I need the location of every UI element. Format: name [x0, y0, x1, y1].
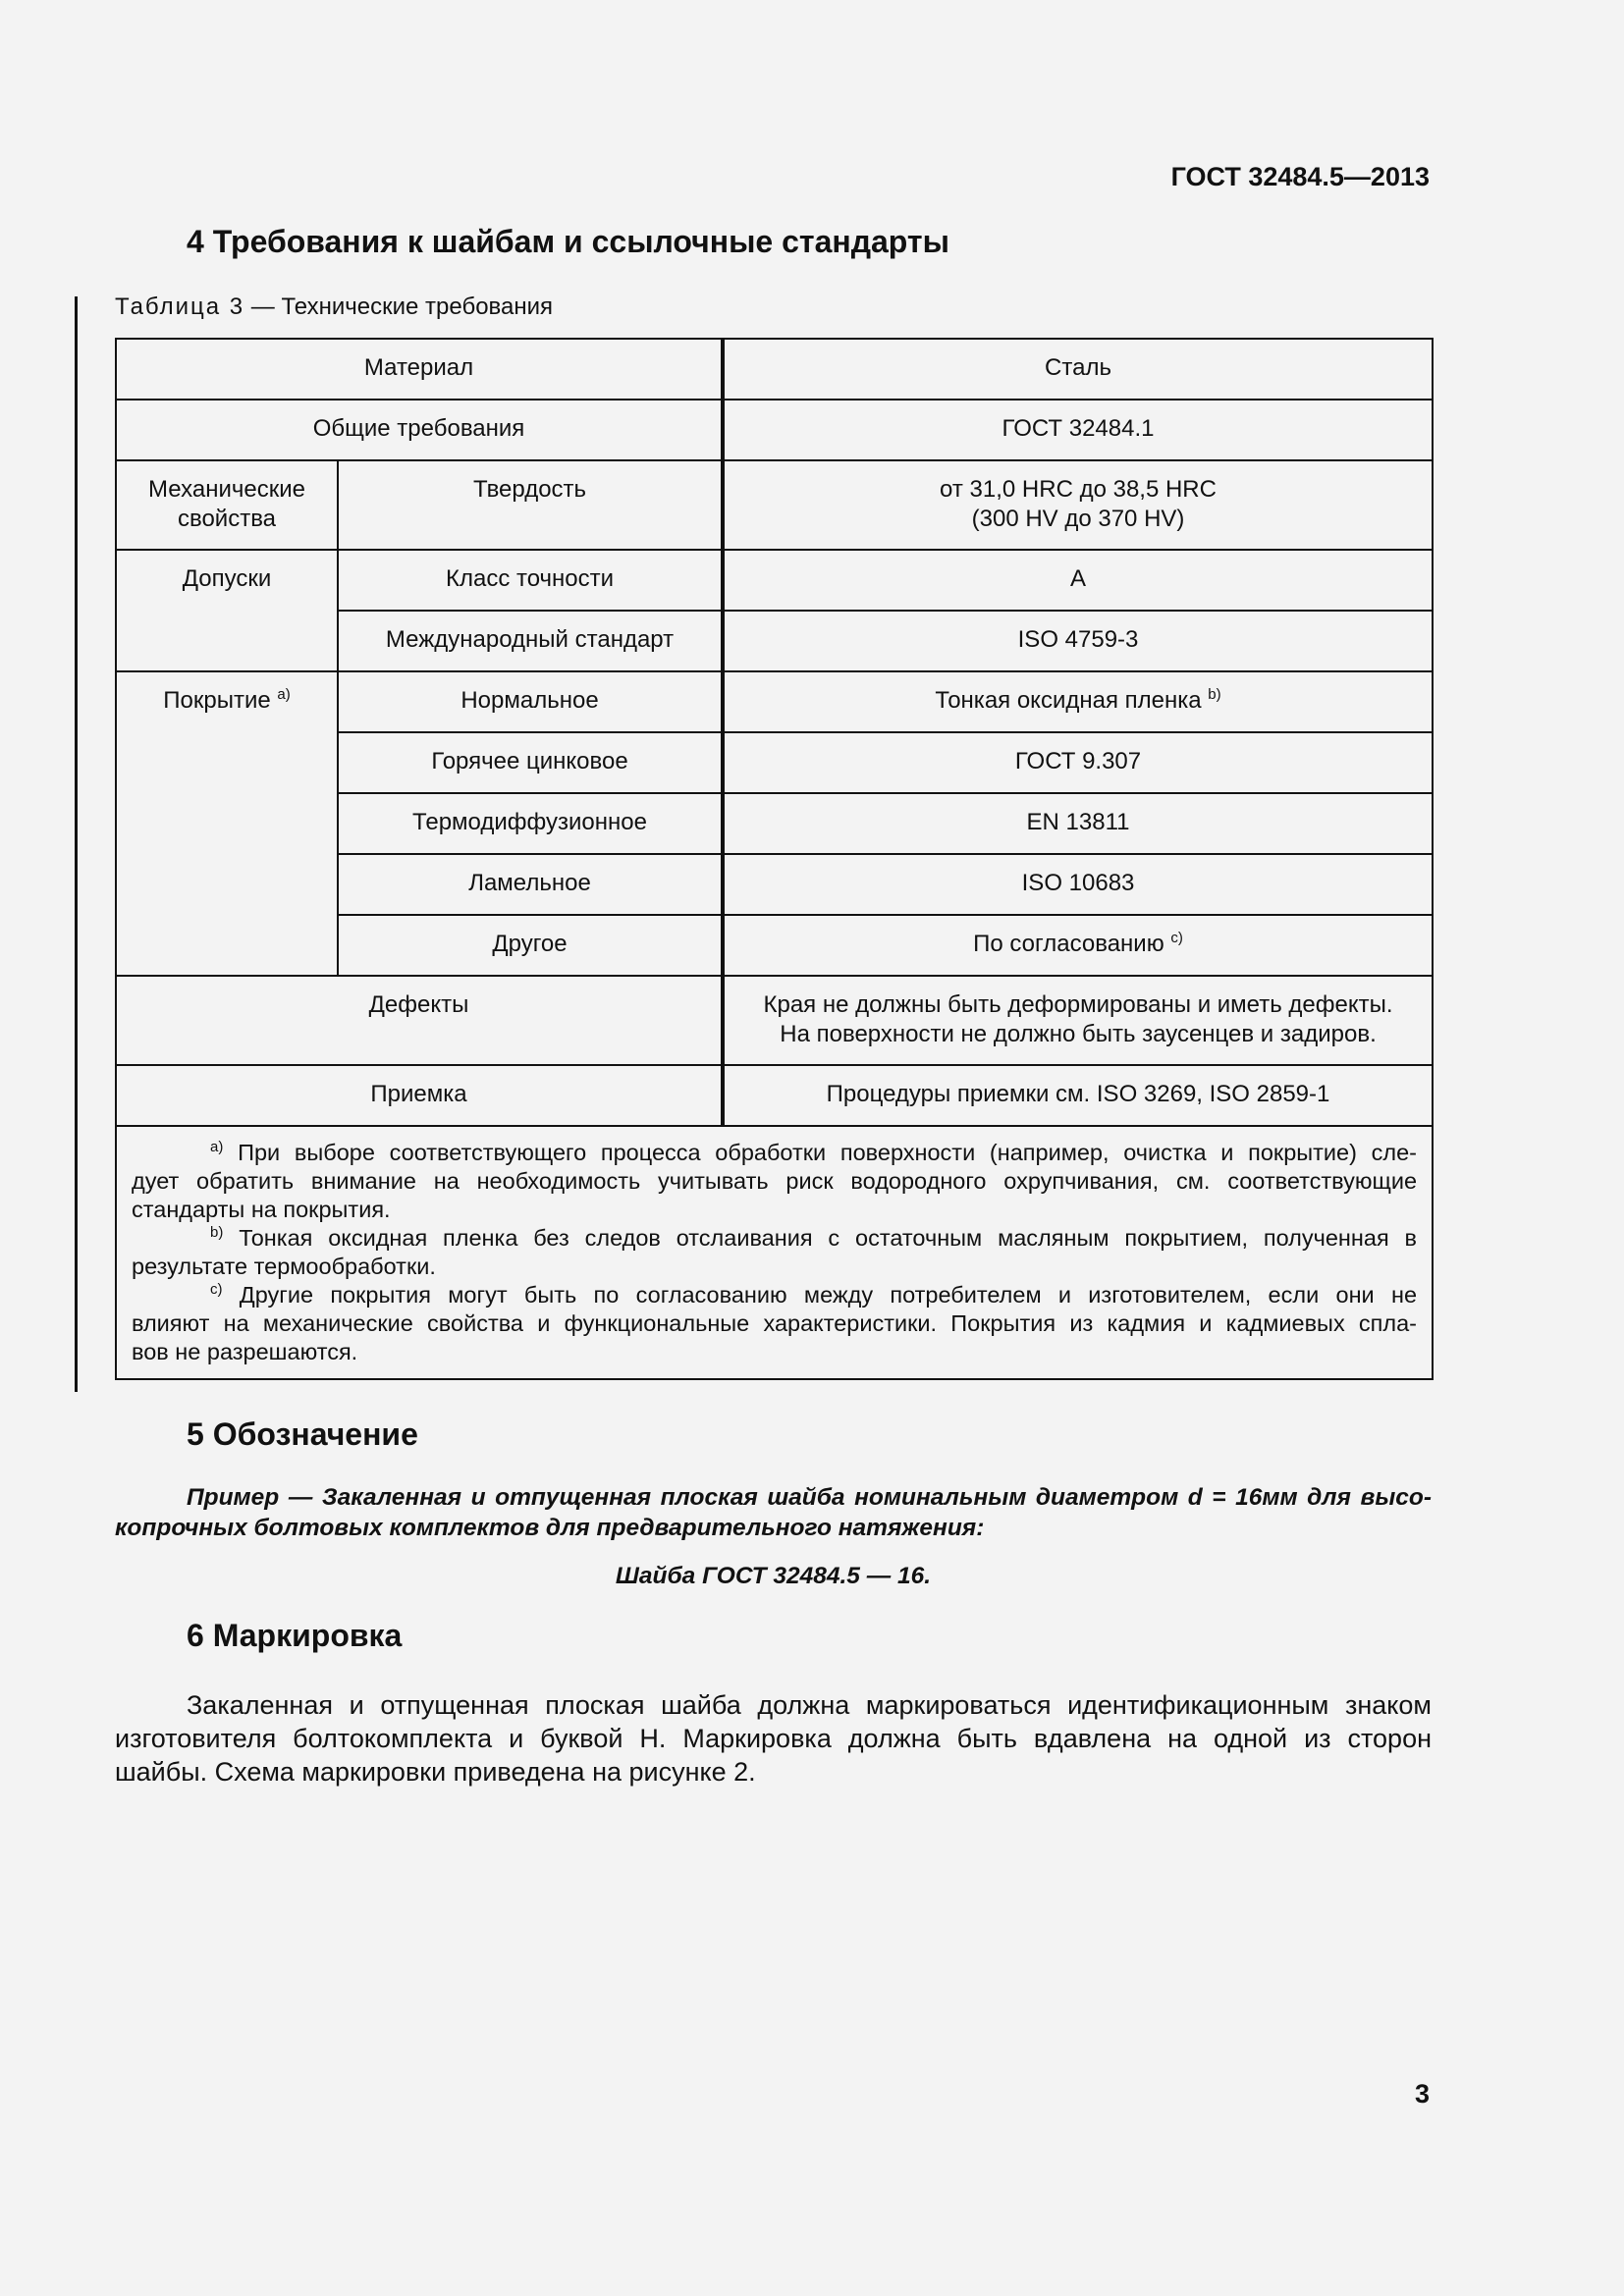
table-caption-number: Таблица 3 — [115, 294, 245, 320]
designation-string: Шайба ГОСТ 32484.5 — 16. — [615, 1563, 932, 1589]
document-standard-header: ГОСТ 32484.5—2013 — [1170, 162, 1430, 191]
table-cell-value — [723, 976, 1433, 1065]
table-cell-label: Общие требования — [116, 400, 723, 460]
change-bar — [75, 296, 78, 1392]
table-cell-value — [723, 460, 1433, 550]
table-cell-group: Допуски — [116, 550, 338, 671]
table-cell-value: EN 13811 — [723, 793, 1433, 854]
table-cell-label: Дефекты — [116, 976, 723, 1065]
table-row — [116, 339, 1433, 400]
footnote-line: вов не разрешаются. — [132, 1339, 358, 1364]
footnote-a — [132, 1139, 1417, 1224]
table-cell-label: Горячее цинковое — [338, 732, 723, 793]
footnote-c-mark: c) — [210, 1281, 223, 1299]
value-text: По согласованию — [973, 931, 1164, 957]
table-row — [116, 550, 1433, 611]
table-cell-label: Класс точности — [338, 550, 723, 611]
table-caption-title: — Технические требования — [244, 294, 554, 320]
table-row — [116, 671, 1433, 732]
table-caption — [115, 294, 553, 321]
footnote-line: стандарты на покрытия. — [132, 1197, 391, 1222]
example-line: Пример — Закаленная и отпущенная плоская шайба номинальным диаметром d = 16мм для высо- — [187, 1484, 1432, 1511]
value-text: Тонкая оксидная пленка — [935, 687, 1202, 714]
footnote-line: Другие покрытия могут быть по согласованию между потребителем и изготовителем, если они не — [239, 1282, 1418, 1308]
table-cell-label: Приемка — [116, 1065, 723, 1126]
footnote-line: Тонкая оксидная пленка без следов отслаивания с остаточным масляным покрытием, полученная в — [239, 1225, 1418, 1251]
table-cell-label: Другое — [338, 915, 723, 976]
value-line: (300 HV до 370 HV) — [971, 506, 1185, 532]
table-footnotes — [116, 1126, 1433, 1379]
table-cell-value — [723, 915, 1433, 976]
footnote-ref-c: c) — [1170, 930, 1183, 946]
table-cell-value: ISO 10683 — [723, 854, 1433, 915]
footnote-line: дует обратить внимание на необходимость учитывать риск водородного охрупчивания, см. соответствующие — [132, 1168, 1418, 1194]
table-cell-label: Твердость — [338, 460, 723, 550]
table-row — [116, 400, 1433, 460]
table-row — [116, 1065, 1433, 1126]
table-cell-value: Процедуры приемки см. ISO 3269, ISO 2859-1 — [723, 1065, 1433, 1126]
technical-requirements-table — [115, 338, 1434, 1380]
table-cell-value: Сталь — [723, 339, 1433, 400]
table-row — [116, 976, 1433, 1065]
group-label: Покрытие — [163, 687, 271, 714]
table-cell-value: ГОСТ 32484.1 — [723, 400, 1433, 460]
footnote-c — [132, 1281, 1417, 1366]
paragraph-line: изготовителя болтокомплекта и буквой Н. Маркировка должна быть вдавлена на одной из сторон — [115, 1724, 1432, 1753]
footnote-line: влияют на механические свойства и функциональные характеристики. Покрытия из кадмия и кадмиевых спла- — [132, 1310, 1418, 1336]
paragraph-line: Закаленная и отпущенная плоская шайба должна маркироваться идентификационным знаком — [187, 1690, 1432, 1720]
footnote-b — [132, 1224, 1417, 1281]
footnote-line: результате термообработки. — [132, 1254, 436, 1279]
table-row — [116, 460, 1433, 550]
footnote-a-mark: a) — [210, 1139, 224, 1156]
table-cell-label: Термодиффузионное — [338, 793, 723, 854]
table-cell-value — [723, 671, 1433, 732]
table-cell-value: A — [723, 550, 1433, 611]
marking-paragraph — [115, 1688, 1432, 1789]
footnote-line: При выборе соответствующего процесса обработки поверхности (например, очистка и покрытие) сле- — [238, 1140, 1418, 1165]
footnote-b-mark: b) — [210, 1224, 224, 1242]
page-number: 3 — [1414, 2079, 1430, 2109]
designation-example — [115, 1482, 1432, 1543]
table-cell-label: Нормальное — [338, 671, 723, 732]
value-line: от 31,0 HRC до 38,5 HRC — [940, 476, 1217, 503]
table-cell-value: ISO 4759-3 — [723, 611, 1433, 671]
footnote-ref-a: a) — [277, 686, 291, 703]
footnote-ref-b: b) — [1208, 686, 1221, 703]
paragraph-line: шайбы. Схема маркировки приведена на рисунке 2. — [115, 1757, 756, 1787]
table-cell-group — [116, 671, 338, 976]
value-line: На поверхности не должно быть заусенцев и задиров. — [780, 1021, 1377, 1047]
table-cell-label: Международный стандарт — [338, 611, 723, 671]
section-5-title: 5 Обозначение — [187, 1416, 418, 1452]
table-cell-label: Ламельное — [338, 854, 723, 915]
section-6-title: 6 Маркировка — [187, 1618, 403, 1653]
table-cell-group: Механические свойства — [116, 460, 338, 550]
example-line: копрочных болтовых комплектов для предварительного натяжения: — [115, 1515, 985, 1541]
table-cell-label: Материал — [116, 339, 723, 400]
table-cell-value: ГОСТ 9.307 — [723, 732, 1433, 793]
value-line: Края не должны быть деформированы и иметь дефекты. — [763, 991, 1393, 1018]
section-4-title: 4 Требования к шайбам и ссылочные стандарты — [187, 224, 949, 259]
table-footnotes-row — [116, 1126, 1433, 1379]
